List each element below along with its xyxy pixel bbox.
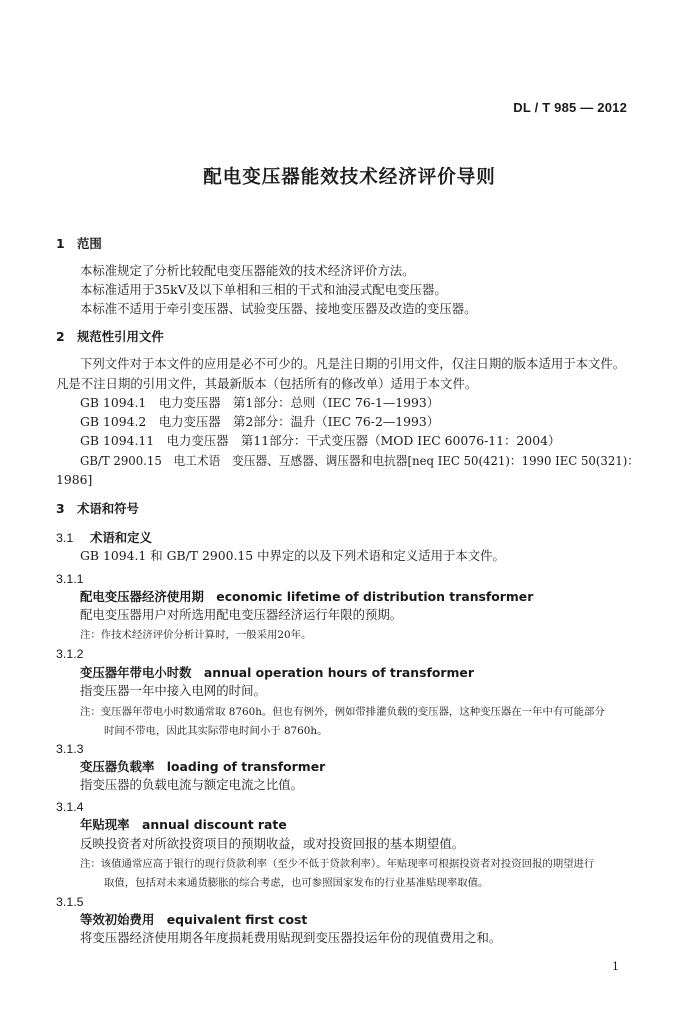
term-3-1-3-number: 3.1.3 [56, 742, 84, 756]
section-1-heading: 范围 [77, 236, 102, 251]
reference-gb1094-2: GB 1094.2 电力变压器 第2部分：温升（IEC 76-2—1993） [80, 414, 440, 429]
term-3-1-5-number: 3.1.5 [56, 895, 84, 909]
term-3-1-5-definition: 将变压器经济使用期各年度损耗费用贴现到变压器投运年份的现值费用之和。 [80, 930, 502, 945]
section-3-1-text: GB 1094.1 和 GB/T 2900.15 中界定的以及下列术语和定义适用于本文件。 [80, 548, 505, 563]
section-2-para-1a: 下列文件对于本文件的应用是必不可少的。凡是注日期的引用文件，仅注日期的版本适用于本文件。 [80, 356, 626, 371]
term-3-1-4-note: 注：该值通常应高于银行的现行贷款利率（至少不低于贷款利率）。年贴现率可根据投资者对投资回报的期望进行 [80, 858, 595, 870]
section-1-para-3: 本标准不适用于牵引变压器、试验变压器、接地变压器及改造的变压器。 [80, 301, 477, 316]
term-3-1-1-definition: 配电变压器用户对所选用配电变压器经济运行年限的预期。 [80, 607, 403, 622]
section-3-1-heading: 术语和定义 [90, 530, 152, 545]
reference-gbt2900-15-cont: 1986] [56, 472, 93, 487]
section-2-number: 2 [56, 329, 65, 344]
term-3-1-4-number: 3.1.4 [56, 800, 84, 814]
section-2-heading: 规范性引用文件 [77, 329, 164, 344]
term-3-1-3-title: 变压器负载率 loading of transformer [80, 759, 326, 774]
term-3-1-4-title: 年贴现率 annual discount rate [80, 817, 287, 832]
term-3-1-1-note: 注：作技术经济评价分析计算时，一般采用20年。 [80, 629, 312, 641]
standard-code: DL / T 985 — 2012 [513, 100, 627, 115]
term-3-1-5-title: 等效初始费用 equivalent first cost [80, 912, 308, 927]
term-3-1-2-definition: 指变压器一年中接入电网的时间。 [80, 683, 266, 698]
term-3-1-2-note-cont: 时间不带电，因此其实际带电时间小于 8760h。 [104, 725, 328, 737]
section-1-para-1: 本标准规定了分析比较配电变压器能效的技术经济评价方法。 [80, 263, 415, 278]
reference-gb1094-1: GB 1094.1 电力变压器 第1部分：总则（IEC 76-1—1993） [80, 395, 440, 410]
term-3-1-2-note: 注：变压器年带电小时数通常取 8760h。但也有例外，例如带排灌负载的变压器，这种变压器在一年中有可能部分 [80, 706, 605, 718]
document-title: 配电变压器能效技术经济评价导则 [203, 167, 496, 188]
term-3-1-2-title: 变压器年带电小时数 annual operation hours of transformer [80, 665, 474, 680]
page-number: 1 [612, 960, 619, 973]
reference-gb1094-11: GB 1094.11 电力变压器 第11部分：干式变压器（MOD IEC 60076-11：2004） [80, 433, 561, 448]
term-3-1-4-note-cont: 取值，包括对未来通货膨胀的综合考虑，也可参照国家发布的行业基准贴现率取值。 [104, 877, 489, 889]
section-3-heading: 术语和符号 [77, 501, 139, 516]
term-3-1-1-number: 3.1.1 [56, 572, 84, 586]
term-3-1-3-definition: 指变压器的负载电流与额定电流之比值。 [80, 777, 304, 792]
section-2-para-1b: 凡是不注日期的引用文件，其最新版本（包括所有的修改单）适用于本文件。 [56, 376, 478, 391]
reference-gbt2900-15: GB/T 2900.15 电工术语 变压器、互感器、调压器和电抗器[neq IEC 50(421)：1990 IEC 50(321)： [80, 453, 640, 468]
section-1-para-2: 本标准适用于35kV及以下单相和三相的干式和油浸式配电变压器。 [80, 282, 447, 297]
term-3-1-4-definition: 反映投资者对所欲投资项目的预期收益，或对投资回报的基本期望值。 [80, 836, 465, 851]
section-3-1-number: 3.1 [56, 531, 74, 545]
section-1-number: 1 [56, 236, 65, 251]
section-3-number: 3 [56, 501, 65, 516]
term-3-1-1-title: 配电变压器经济使用期 economic lifetime of distribution transformer [80, 589, 534, 604]
term-3-1-2-number: 3.1.2 [56, 647, 84, 661]
